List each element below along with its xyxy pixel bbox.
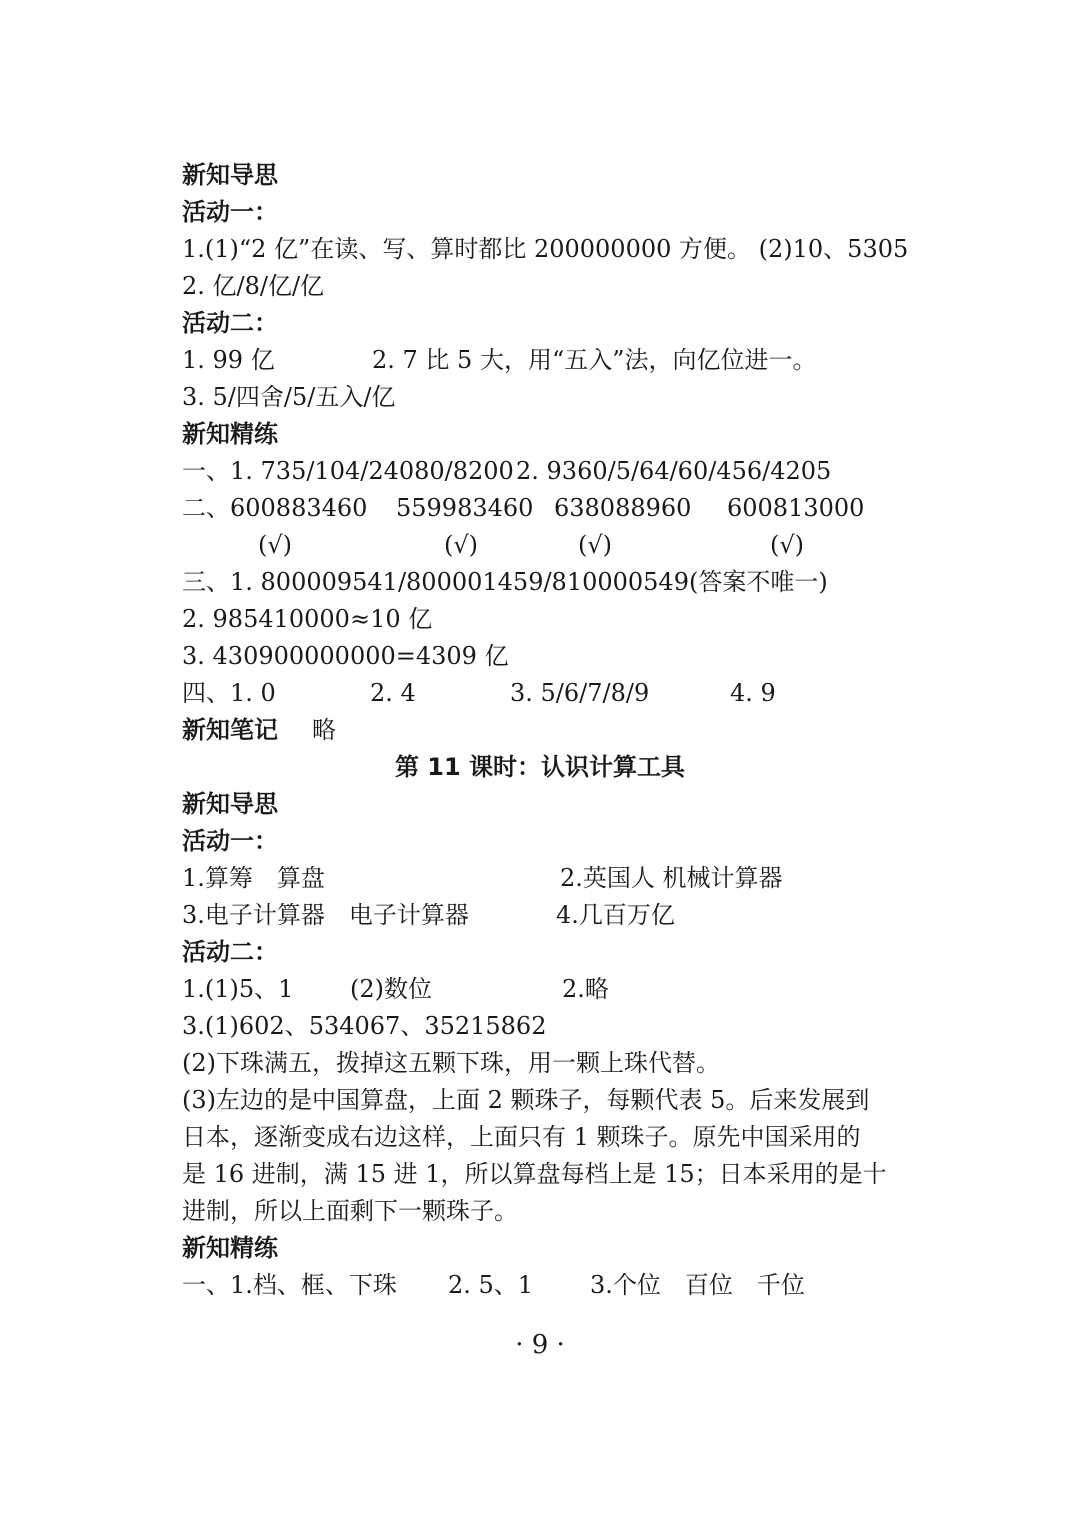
activity-one-label: 活动一： (182, 198, 278, 226)
answer-line: 3.(1)602、534067、35215862 (182, 1012, 547, 1040)
answer-item: 3.电子计算器 电子计算器 (182, 901, 469, 929)
heading-xinzhi-jinglian: 新知精练 (182, 420, 278, 448)
answer-item: 四、1. 0 (182, 679, 276, 707)
answer-row (182, 900, 882, 930)
lesson-title: 第 11 课时：认识计算工具 (394, 753, 686, 781)
answer-item: 3.个位 百位 千位 (590, 1271, 805, 1299)
notes-row (182, 715, 882, 745)
answer-item: 4.几百万亿 (556, 901, 675, 929)
activity-one-label: 活动一： (182, 827, 278, 855)
answer-row (182, 974, 882, 1004)
answer-item: 2. 5、1 (448, 1271, 534, 1299)
answer-line: 三、1. 800009541/800001459/810000549(答案不唯一) (182, 568, 828, 596)
paragraph-line: (3)左边的是中国算盘，上面 2 颗珠子，每颗代表 5。后来发展到 (182, 1086, 870, 1114)
paragraph-line: 进制，所以上面剩下一颗珠子。 (182, 1197, 518, 1225)
answer-item: 2.英国人 机械计算器 (560, 864, 783, 892)
answer-item: 一、1. 735/104/24080/8200 (182, 457, 514, 485)
heading-xinzhi-jinglian: 新知精练 (182, 1234, 278, 1262)
answer-row (182, 493, 882, 523)
answer-row (182, 345, 882, 375)
answer-row (182, 1270, 882, 1300)
number-option: 600883460 (230, 494, 368, 522)
page-number: · 9 · (515, 1330, 565, 1360)
answer-item: (2)数位 (350, 975, 432, 1003)
activity-two-label: 活动二： (182, 309, 278, 337)
number-option: 559983460 (396, 494, 534, 522)
heading-xinzhi-daosi: 新知导思 (182, 790, 278, 818)
answer-item: 一、1.档、框、下珠 (182, 1271, 397, 1299)
number-option: 638088960 (554, 494, 692, 522)
check-mark: (√) (444, 531, 479, 559)
answer-line: 2. 亿/8/亿/亿 (182, 272, 325, 300)
heading-xinzhi-daosi: 新知导思 (182, 161, 278, 189)
section-label: 二、 (182, 494, 230, 522)
answer-item: 4. 9 (730, 679, 776, 707)
check-row (182, 530, 882, 560)
answer-row (182, 456, 882, 486)
paragraph-line: 是 16 进制，满 15 进 1，所以算盘每档上是 15；日本采用的是十 (182, 1160, 887, 1188)
answer-item: 2.略 (562, 975, 609, 1003)
answer-line: 3. 430900000000=4309 亿 (182, 642, 509, 670)
notes-label: 新知笔记 (182, 716, 278, 744)
answer-row (182, 863, 882, 893)
answer-line: 2. 985410000≈10 亿 (182, 605, 433, 633)
number-option: 600813000 (727, 494, 865, 522)
answer-item: 2. 9360/5/64/60/456/4205 (516, 457, 832, 485)
answer-item: 1. 99 亿 (182, 346, 275, 374)
answer-line: 1.(1)“2 亿”在读、写、算时都比 200000000 方便。 (2)10、5305 (182, 235, 909, 263)
paragraph-line: 日本，逐渐变成右边这样，上面只有 1 颗珠子。原先中国采用的 (182, 1123, 861, 1151)
answer-item: 2. 4 (370, 679, 416, 707)
answer-item: 1.算筹 算盘 (182, 864, 325, 892)
answer-line: (2)下珠满五，拨掉这五颗下珠，用一颗上珠代替。 (182, 1049, 720, 1077)
check-mark: (√) (258, 531, 293, 559)
answer-item: 2. 7 比 5 大，用“五入”法，向亿位进一。 (372, 346, 817, 374)
answer-item: 1.(1)5、1 (182, 975, 294, 1003)
answer-line: 3. 5/四舍/5/五入/亿 (182, 383, 396, 411)
notes-value: 略 (312, 716, 336, 744)
answer-row (182, 678, 882, 708)
check-mark: (√) (770, 531, 805, 559)
check-mark: (√) (578, 531, 613, 559)
activity-two-label: 活动二： (182, 938, 278, 966)
answer-item: 3. 5/6/7/8/9 (510, 679, 650, 707)
